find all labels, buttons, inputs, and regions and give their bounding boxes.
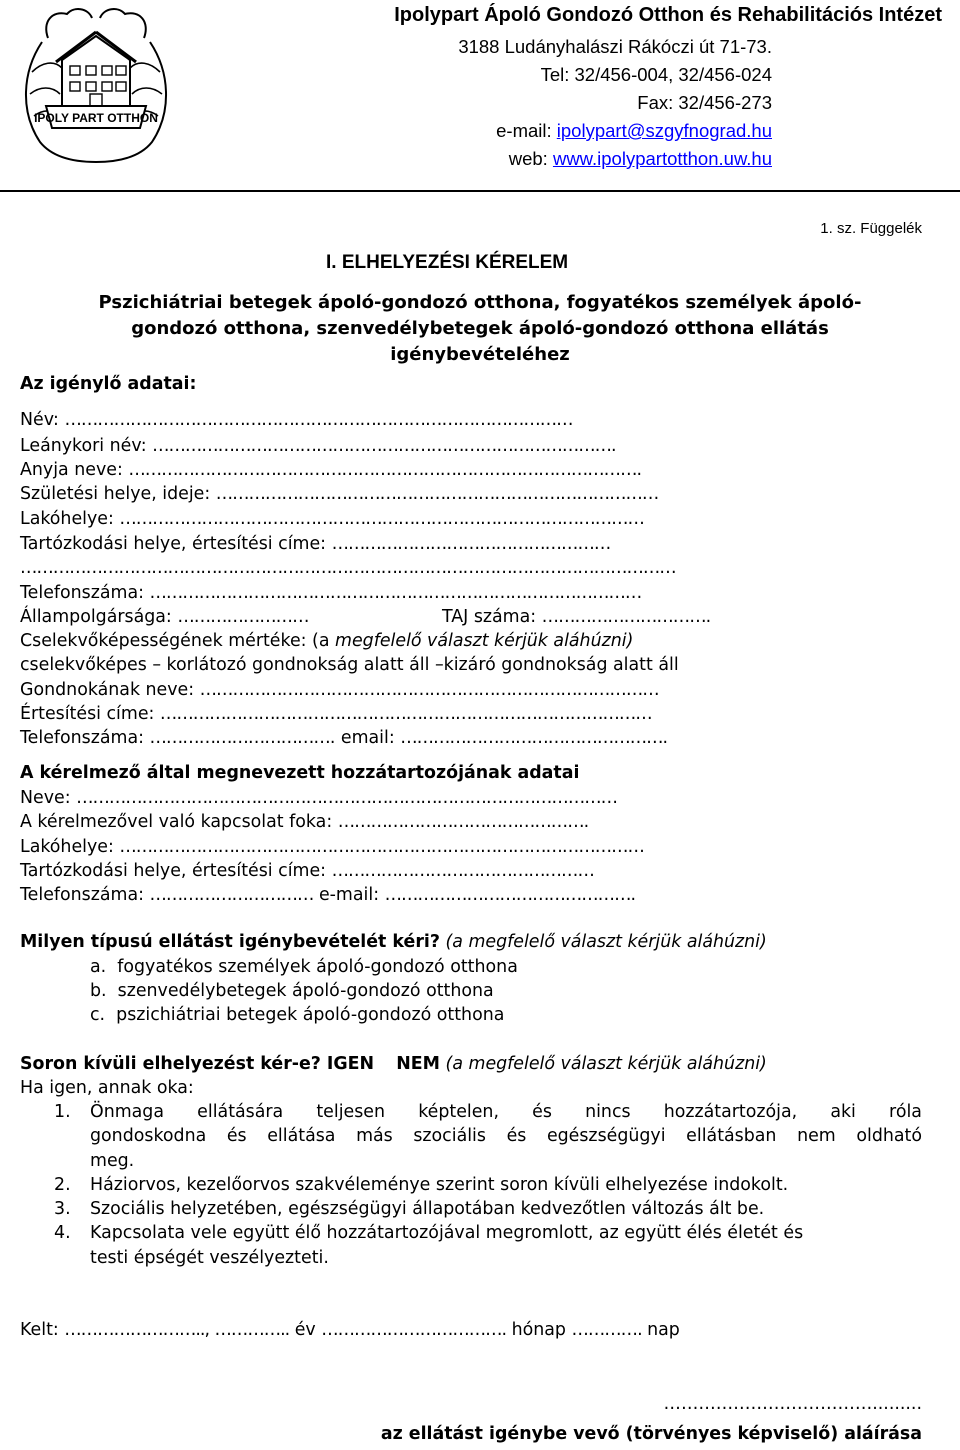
reason-number: 4. [54,1223,71,1243]
signature-dots[interactable]: ………………………………......... [663,1394,922,1414]
reason-word: más [356,1126,393,1146]
field-relative-name[interactable]: Neve: ……………………………………………………………………………………… [20,788,617,808]
option-text: pszichiátriai betegek ápoló-gondozó otthona [116,1005,505,1025]
capacity-label: Cselekvőképességének mértéke: (a megfelelő választ kérjük aláhúzni) [20,631,634,651]
field-relative-phone-email[interactable]: Telefonszáma: ………………………… e-mail: ………………………………………. [20,885,635,905]
email-link[interactable]: ipolypart@szgyfnograd.hu [556,120,772,141]
reason-word: Önmaga [90,1102,165,1122]
reason-number: 2. [54,1175,71,1195]
appendix-label: 1. sz. Függelék [820,220,922,237]
field-taj[interactable]: TAJ száma: …………………………. [442,607,711,627]
field-residence[interactable]: Lakóhelye: …………………………………………………………………………………… [20,509,644,529]
capacity-options[interactable]: cselekvőképes – korlátozó gondnokság alatt áll –kizáró gondnokság alatt áll [20,655,679,675]
field-notify-address[interactable]: Értesítési címe: ……………………………………………………………………………… [20,704,652,724]
reason-number: 1. [54,1102,71,1122]
reason-word: nincs [585,1102,631,1122]
field-label: Név: [20,410,59,430]
field-relation[interactable]: A kérelmezővel való kapcsolat foka: ………………………………………. [20,812,589,832]
field-label: Tartózkodási helye, értesítési címe: [20,861,327,881]
month-label: hónap [511,1320,566,1340]
option-text: fogyatékos személyek ápoló-gondozó otthona [117,957,518,977]
field-label: Neve: [20,788,71,808]
email-label: . email: [329,728,395,748]
fax: Fax: 32/456-273 [637,92,772,113]
reason-1-line-3[interactable]: meg. [90,1151,135,1171]
reason-word: nem [797,1126,836,1146]
care-option-a[interactable] [90,957,518,977]
urgent-question: Soron kívüli elhelyezést kér-e? IGEN NEM (a megfelelő választ kérjük aláhúzni) [20,1054,767,1074]
date-label: Kelt: [20,1320,59,1340]
field-stay-address[interactable]: Tartózkodási helye, értesítési címe: …………………………………………… [20,534,611,554]
reason-word: gondoskodna [90,1126,207,1146]
ipolypart-logo [12,2,180,164]
care-type-question: Milyen típusú ellátást igénybevételét kéri? (a megfelelő választ kérjük aláhúzni) [20,932,767,952]
urgent-no[interactable]: NEM [396,1054,440,1074]
signature-caption: az ellátást igénybe vevő (törvényes képviselő) aláírása [380,1424,922,1444]
reason-1-line-2[interactable] [90,1126,922,1146]
reason-number: 3. [54,1199,71,1219]
reason-word: ellátására [197,1102,284,1122]
reason-word: egészségügyi [546,1126,666,1146]
header-divider [0,190,960,192]
field-maiden-name[interactable]: Leánykori név: …………………………………………………………………………. [20,436,616,456]
field-label: Gondnokának neve: [20,680,195,700]
urgent-hint: (a megfelelő választ kérjük aláhúzni) [440,1054,767,1074]
care-type-hint: (a megfelelő választ kérjük aláhúzni) [439,932,767,952]
applicant-heading: Az igénylő adatai: [20,374,197,394]
email-line [496,120,772,142]
reason-word: és [532,1102,552,1122]
reason-word: teljesen [316,1102,386,1122]
option-text: szenvedélybetegek ápoló-gondozó otthona [117,981,494,1001]
reason-word: és [226,1126,247,1146]
field-label: Értesítési címe: [20,704,155,724]
reason-word: hozzátartozója, [663,1102,798,1122]
capacity-hint: megfelelő választ kérjük aláhúzni) [335,631,634,651]
reason-4-line-1[interactable]: Kapcsolata vele együtt élő hozzátartozójával megromlott, az együtt élés életét és [90,1223,804,1243]
field-stay-address-cont[interactable]: ………………………………………………………………………………………………………… [20,558,676,578]
reason-word: aki [830,1102,856,1122]
day-label: nap [647,1320,680,1340]
field-mother-name[interactable]: Anyja neve: …………………………………………………………………………………. [20,460,641,480]
urgent-if-yes: Ha igen, annak oka: [20,1078,194,1098]
field-birth[interactable]: Születési helye, ideje: ……………………………………………………………………… [20,484,659,504]
field-label: Telefonszáma: [20,885,144,905]
field-label: Tartózkodási helye, értesítési címe: [20,534,327,554]
address: 3188 Ludányhalászi Rákóczi út 71-73. [458,36,772,57]
field-label: Telefonszáma: [20,728,144,748]
care-option-b[interactable] [90,981,494,1001]
field-phone-email[interactable]: Telefonszáma: ……………………………. email: …………………………………………. [20,728,668,748]
reason-word: képtelen, [418,1102,499,1122]
reason-3[interactable]: Szociális helyzetében, egészségügyi állapotában kedvezőtlen változás ált be. [90,1199,765,1219]
web-line [509,148,772,170]
reason-word: szociális [413,1126,486,1146]
field-relative-stay[interactable]: Tartózkodási helye, értesítési címe: ………………………………………… [20,861,594,881]
subtitle-line: gondozó otthona, szenvedélybetegek ápoló-gondozó otthona ellátás [131,318,829,339]
option-letter: c. [90,1005,106,1025]
form-subtitle [20,290,940,368]
field-label: Születési helye, ideje: [20,484,211,504]
field-name[interactable]: Név: ………………………………………………………………………………… [20,410,573,430]
field-label: Lakóhelye: [20,509,114,529]
subtitle-line: Pszichiátriai betegek ápoló-gondozó otthona, fogyatékos személyek ápoló- [98,292,862,313]
field-label: Lakóhelye: [20,837,114,857]
field-label: Telefonszáma: [20,583,144,603]
form-title: I. ELHELYEZÉSI KÉRELEM [326,252,569,273]
year-label: év [294,1320,316,1340]
field-label: Anyja neve: [20,460,123,480]
option-letter: a. [90,957,107,977]
web-link[interactable]: www.ipolypartotthon.uw.hu [552,148,772,169]
care-option-c[interactable] [90,1005,504,1025]
reason-word: ellátása [267,1126,336,1146]
field-guardian-name[interactable]: Gondnokának neve: ………………………………………………………………………… [20,680,659,700]
organization-name: Ipolypart Ápoló Gondozó Otthon és Rehabilitációs Intézet [394,4,942,26]
field-label: TAJ száma: [442,607,537,627]
relative-heading: A kérelmező által megnevezett hozzátartozójának adatai [20,763,580,783]
option-letter: b. [90,981,107,1001]
reason-2[interactable]: Háziorvos, kezelőorvos szakvéleménye szerint soron kívüli elhelyezése indokolt. [90,1175,789,1195]
field-citizenship[interactable]: Állampolgársága: …………………… [20,607,309,627]
reason-4-line-2[interactable]: testi épségét veszélyezteti. [90,1248,329,1268]
email-label: e-mail: [318,885,380,905]
reason-word: róla [889,1102,922,1122]
reason-word: oldható [856,1126,922,1146]
svg-text:IPOLY PART OTTHON: IPOLY PART OTTHON [34,111,158,125]
field-label: A kérelmezővel való kapcsolat foka: [20,812,333,832]
field-phone[interactable]: Telefonszáma: ……………………………………………………………………………… [20,583,642,603]
field-label: Leánykori név: [20,436,147,456]
subtitle-line: igénybevételéhez [390,344,570,365]
date-line[interactable]: Kelt: …………………….., ………….. év ……………………………. hónap …………. nap [20,1320,680,1340]
email-label: e-mail: [496,120,557,141]
reason-word: ellátásban [686,1126,777,1146]
web-label: web: [508,148,553,169]
field-label: Állampolgársága: [20,607,172,627]
telephone: Tel: 32/456-004, 32/456-024 [540,64,772,85]
field-relative-residence[interactable]: Lakóhelye: …………………………………………………………………………………… [20,837,644,857]
reason-1-line-1[interactable] [90,1102,922,1122]
reason-word: és [506,1126,527,1146]
